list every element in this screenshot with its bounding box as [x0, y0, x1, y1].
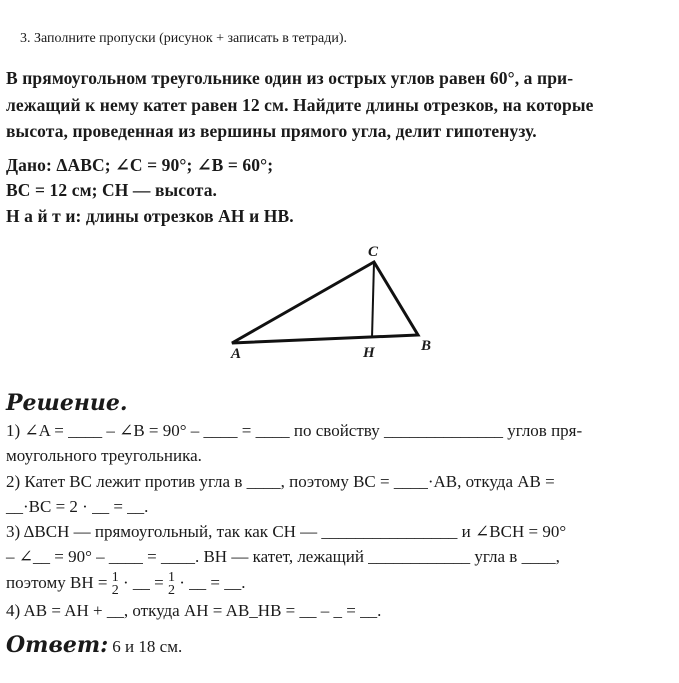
- solution-line-2: моугольного треугольника.: [6, 446, 202, 465]
- solution-line-5: 3) ΔBCH — прямоугольный, так как CH — ________________ и ∠BCH = 90°: [6, 522, 567, 541]
- answer-label: Ответ:: [6, 632, 109, 658]
- solution-line-7: [6, 571, 245, 597]
- triangle-abc: [232, 262, 418, 343]
- fraction-half: [112, 571, 119, 597]
- fraction-half: [168, 571, 175, 597]
- task-instruction: 3. Заполните пропуски (рисунок + записать в тетради).: [20, 31, 348, 46]
- given-line-1: Дано: ΔABC; ∠C = 90°; ∠B = 60°;: [6, 155, 274, 175]
- answer-value: 6 и 18 см.: [112, 637, 183, 656]
- fraction-numerator: 1: [167, 570, 175, 585]
- solution-heading: Решение.: [6, 390, 128, 416]
- altitude-ch: [372, 262, 374, 338]
- fraction-numerator: 1: [111, 570, 119, 585]
- problem-line-2: лежащий к нему катет равен 12 см. Найдите длины отрезков, на которые: [6, 95, 594, 115]
- line-7-start: поэтому BH =: [6, 572, 108, 592]
- given-line-2: BC = 12 см; CH — высота.: [6, 180, 218, 200]
- answer: [6, 632, 182, 658]
- solution-line-1: 1) ∠A = ____ – ∠B = 90° – ____ = ____ по свойству ______________ углов пря-: [6, 421, 583, 440]
- problem-line-3: высота, проведенная из вершины прямого угла, делит гипотенузу.: [6, 121, 537, 141]
- fraction-denominator: 2: [111, 583, 119, 598]
- fraction-denominator: 2: [167, 583, 175, 598]
- vertex-label-b: B: [421, 338, 432, 354]
- vertex-label-a: A: [231, 346, 242, 362]
- line-7-middle: · __ =: [122, 572, 164, 592]
- solution-line-6: – ∠__ = 90° – ____ = ____. BH — катет, лежащий ____________ угла в ____,: [6, 547, 560, 566]
- solution-line-4: __·BC = 2 · __ = __.: [6, 497, 149, 516]
- solution-line-8: 4) AB = AH + __, откуда AH = AB_HB = __ – _ = __.: [6, 601, 382, 620]
- find-line: Н а й т и: длины отрезков AH и HB.: [6, 206, 294, 226]
- vertex-label-c: C: [368, 244, 379, 260]
- problem-line-1: В прямоугольном треугольнике один из острых углов равен 60°, а при-: [6, 68, 574, 88]
- foot-label-h: H: [363, 345, 375, 361]
- line-7-end: · __ = __.: [179, 572, 246, 592]
- solution-line-3: 2) Катет BC лежит против угла в ____, поэтому BC = ____·AB, откуда AB =: [6, 472, 555, 491]
